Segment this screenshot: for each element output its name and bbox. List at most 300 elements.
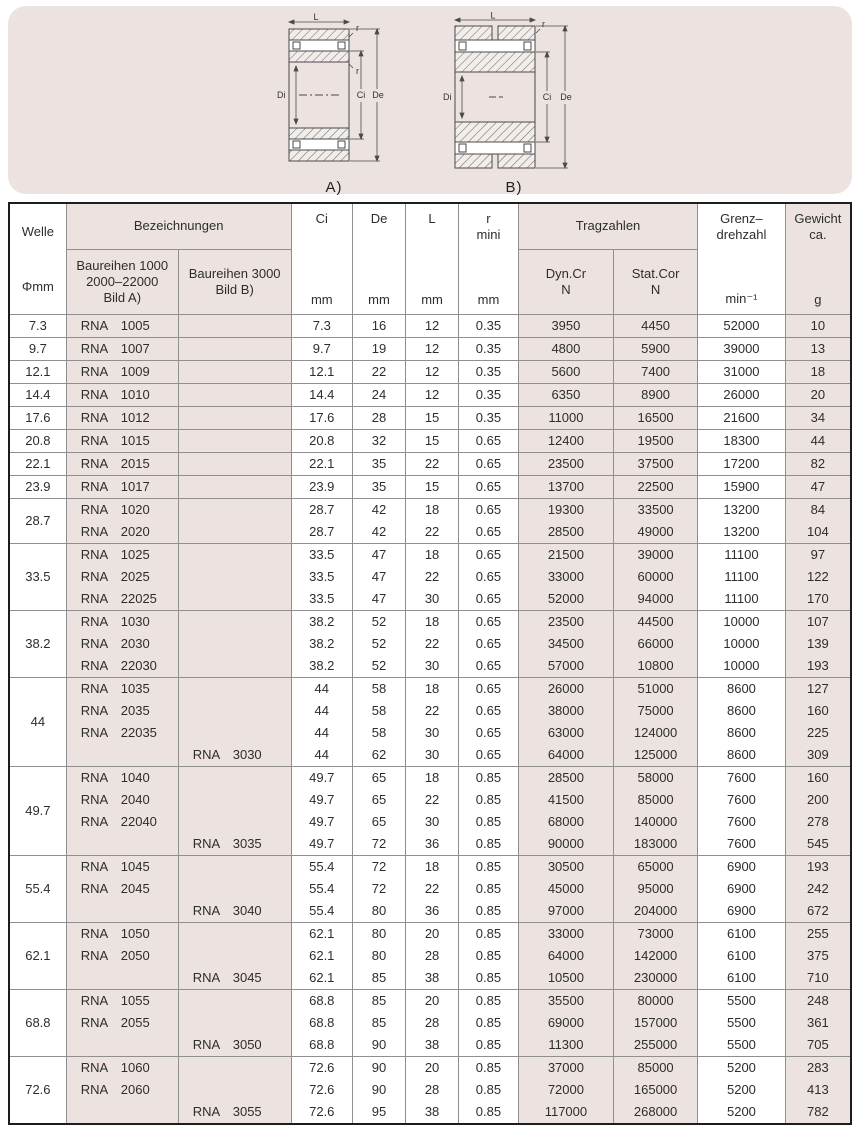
cell-welle: 28.7 xyxy=(9,499,66,544)
cell-designation-b xyxy=(178,544,291,567)
designation-series: RNA xyxy=(192,970,221,985)
table-row xyxy=(9,361,851,384)
cell-de: 16 xyxy=(353,315,406,338)
cell-l: 20 xyxy=(406,923,459,946)
designation-number: 3040 xyxy=(232,903,262,918)
designation-series: RNA xyxy=(80,636,109,651)
designation-number: 3045 xyxy=(232,970,262,985)
cell-ci: 44 xyxy=(291,722,352,744)
figure-b-caption: B) xyxy=(505,179,523,196)
figure-a-caption: A) xyxy=(325,179,343,196)
bearing-table xyxy=(8,202,852,1125)
cell-de: 95 xyxy=(353,1101,406,1124)
cell-ci: 68.8 xyxy=(291,1012,352,1034)
designation-series: RNA xyxy=(80,926,109,941)
designation-number: 1010 xyxy=(120,387,150,402)
cell-r: 0.85 xyxy=(459,1034,519,1057)
cell-dyn: 28500 xyxy=(518,521,613,544)
header-baureihe-a xyxy=(66,250,178,315)
cell-ci: 38.2 xyxy=(291,655,352,678)
cell-dyn: 30500 xyxy=(518,856,613,879)
cell-designation-b xyxy=(178,789,291,811)
cell-stat: 183000 xyxy=(613,833,697,856)
designation-series: RNA xyxy=(80,814,109,829)
cell-gz: 6100 xyxy=(698,945,786,967)
designation-series: RNA xyxy=(80,410,109,425)
cell-dyn: 45000 xyxy=(518,878,613,900)
table-row xyxy=(9,476,851,499)
cell-de: 65 xyxy=(353,767,406,790)
cell-l: 20 xyxy=(406,1057,459,1080)
cell-stat: 142000 xyxy=(613,945,697,967)
header-grenz-label-2: drehzahl xyxy=(716,227,767,243)
cell-l: 20 xyxy=(406,990,459,1013)
cell-stat: 44500 xyxy=(613,611,697,634)
header-tragzahlen-label: Tragzahlen xyxy=(575,218,641,234)
cell-designation-b xyxy=(178,566,291,588)
cell-stat: 49000 xyxy=(613,521,697,544)
cell-designation-a xyxy=(66,678,178,701)
cell-l: 22 xyxy=(406,878,459,900)
cell-l: 22 xyxy=(406,521,459,544)
cell-designation-b xyxy=(178,722,291,744)
table-row xyxy=(9,499,851,522)
cell-l: 30 xyxy=(406,722,459,744)
cell-designation-a xyxy=(66,833,178,856)
cell-designation-b xyxy=(178,453,291,476)
cell-designation-a xyxy=(66,789,178,811)
table-row xyxy=(9,700,851,722)
designation-series: RNA xyxy=(80,433,109,448)
cell-ci: 44 xyxy=(291,700,352,722)
cell-stat: 60000 xyxy=(613,566,697,588)
table-row xyxy=(9,453,851,476)
header-r-unit: mm xyxy=(477,292,500,307)
header-dyn-unit: N xyxy=(561,282,571,298)
cell-ci: 55.4 xyxy=(291,900,352,923)
cell-designation-b xyxy=(178,1079,291,1101)
cell-designation-a xyxy=(66,700,178,722)
cell-dyn: 68000 xyxy=(518,811,613,833)
header-ci-unit: mm xyxy=(310,292,333,307)
cell-designation-a xyxy=(66,1079,178,1101)
cell-gz: 11100 xyxy=(698,544,786,567)
cell-dyn: 35500 xyxy=(518,990,613,1013)
cell-gw: 248 xyxy=(785,990,851,1013)
cell-ci: 62.1 xyxy=(291,923,352,946)
cell-l: 28 xyxy=(406,1012,459,1034)
cell-gz: 6900 xyxy=(698,856,786,879)
cell-de: 85 xyxy=(353,990,406,1013)
designation-series: RNA xyxy=(80,703,109,718)
cell-gw: 193 xyxy=(785,856,851,879)
cell-gw: 104 xyxy=(785,521,851,544)
cell-gw: 283 xyxy=(785,1057,851,1080)
table-row xyxy=(9,856,851,879)
table-row xyxy=(9,521,851,544)
cell-l: 22 xyxy=(406,633,459,655)
cell-ci: 38.2 xyxy=(291,611,352,634)
dim-label-de: De xyxy=(560,92,572,102)
cell-gw: 170 xyxy=(785,588,851,611)
cell-gz: 5500 xyxy=(698,990,786,1013)
cell-welle: 7.3 xyxy=(9,315,66,338)
cell-gz: 5200 xyxy=(698,1101,786,1124)
header-de-unit: mm xyxy=(368,292,390,307)
cell-ci: 23.9 xyxy=(291,476,352,499)
cell-stat: 80000 xyxy=(613,990,697,1013)
designation-number: 1012 xyxy=(120,410,150,425)
cell-designation-a xyxy=(66,1034,178,1057)
cell-l: 12 xyxy=(406,338,459,361)
cell-ci: 22.1 xyxy=(291,453,352,476)
table-header xyxy=(9,203,851,315)
cell-gz: 6900 xyxy=(698,900,786,923)
cell-gz: 10000 xyxy=(698,633,786,655)
cell-ci: 55.4 xyxy=(291,856,352,879)
cell-gw: 44 xyxy=(785,430,851,453)
cell-de: 62 xyxy=(353,744,406,767)
cell-designation-a xyxy=(66,967,178,990)
cell-dyn: 64000 xyxy=(518,744,613,767)
cell-welle: 23.9 xyxy=(9,476,66,499)
cell-gz: 7600 xyxy=(698,811,786,833)
cell-gz: 18300 xyxy=(698,430,786,453)
cell-ci: 49.7 xyxy=(291,789,352,811)
cell-welle: 68.8 xyxy=(9,990,66,1057)
cell-designation-b xyxy=(178,633,291,655)
table-row xyxy=(9,767,851,790)
cell-ci: 33.5 xyxy=(291,544,352,567)
cell-ci: 49.7 xyxy=(291,767,352,790)
cell-gz: 10000 xyxy=(698,611,786,634)
designation-number: 1009 xyxy=(120,364,150,379)
cell-designation-a xyxy=(66,990,178,1013)
cell-l: 18 xyxy=(406,856,459,879)
dim-label-de: De xyxy=(372,90,384,100)
cell-welle: 9.7 xyxy=(9,338,66,361)
dim-label-di: Di xyxy=(277,90,286,100)
cell-l: 30 xyxy=(406,588,459,611)
cell-dyn: 69000 xyxy=(518,1012,613,1034)
cell-welle: 44 xyxy=(9,678,66,767)
cell-l: 30 xyxy=(406,655,459,678)
cell-r: 0.85 xyxy=(459,923,519,946)
cell-gz: 11100 xyxy=(698,588,786,611)
cell-designation-a xyxy=(66,476,178,499)
designation-number: 1055 xyxy=(120,993,150,1008)
header-baureihe-b xyxy=(178,250,291,315)
cell-ci: 62.1 xyxy=(291,967,352,990)
cell-r: 0.65 xyxy=(459,744,519,767)
cell-dyn: 12400 xyxy=(518,430,613,453)
header-baureihe-a-line3: Bild A) xyxy=(103,290,142,306)
header-bezeichnungen-label: Bezeichnungen xyxy=(133,218,224,234)
designation-number: 2045 xyxy=(120,881,150,896)
cell-gz: 13200 xyxy=(698,499,786,522)
cell-l: 38 xyxy=(406,967,459,990)
table-row xyxy=(9,633,851,655)
cell-ci: 72.6 xyxy=(291,1079,352,1101)
bearing-diagram-b-svg xyxy=(441,10,587,178)
cell-designation-b xyxy=(178,655,291,678)
cell-stat: 37500 xyxy=(613,453,697,476)
cell-r: 0.85 xyxy=(459,1079,519,1101)
cell-gz: 6900 xyxy=(698,878,786,900)
cell-designation-a xyxy=(66,588,178,611)
designation-series: RNA xyxy=(80,948,109,963)
cell-gw: 13 xyxy=(785,338,851,361)
designation-series: RNA xyxy=(80,502,109,517)
cell-gw: 225 xyxy=(785,722,851,744)
cell-designation-b xyxy=(178,499,291,522)
designation-number: 1020 xyxy=(120,502,150,517)
cell-gz: 52000 xyxy=(698,315,786,338)
cell-r: 0.85 xyxy=(459,878,519,900)
cell-de: 42 xyxy=(353,499,406,522)
cell-de: 80 xyxy=(353,923,406,946)
cell-gw: 278 xyxy=(785,811,851,833)
header-ci xyxy=(291,203,352,315)
designation-series: RNA xyxy=(80,456,109,471)
cell-l: 18 xyxy=(406,499,459,522)
cell-r: 0.65 xyxy=(459,453,519,476)
table-row xyxy=(9,588,851,611)
cell-gw: 672 xyxy=(785,900,851,923)
cell-de: 85 xyxy=(353,1012,406,1034)
cell-stat: 75000 xyxy=(613,700,697,722)
cell-designation-b xyxy=(178,744,291,767)
cell-dyn: 33000 xyxy=(518,566,613,588)
cell-r: 0.65 xyxy=(459,521,519,544)
table-row xyxy=(9,1034,851,1057)
designation-number: 2040 xyxy=(120,792,150,807)
dim-label-l: L xyxy=(490,10,496,21)
cell-designation-a xyxy=(66,655,178,678)
cell-designation-a xyxy=(66,811,178,833)
table-row xyxy=(9,990,851,1013)
bearing-diagram-a-svg xyxy=(273,12,395,178)
cell-gw: 82 xyxy=(785,453,851,476)
cell-dyn: 64000 xyxy=(518,945,613,967)
cell-gz: 5200 xyxy=(698,1057,786,1080)
designation-number: 3030 xyxy=(232,747,262,762)
cell-l: 36 xyxy=(406,833,459,856)
cell-gz: 8600 xyxy=(698,744,786,767)
cell-designation-b xyxy=(178,1057,291,1080)
cell-stat: 95000 xyxy=(613,878,697,900)
designation-series: RNA xyxy=(80,341,109,356)
cell-gw: 34 xyxy=(785,407,851,430)
designation-number: 2060 xyxy=(120,1082,150,1097)
cell-l: 18 xyxy=(406,544,459,567)
cell-r: 0.35 xyxy=(459,384,519,407)
cell-gz: 7600 xyxy=(698,833,786,856)
header-grenz-unit: min⁻¹ xyxy=(725,291,758,306)
cell-l: 12 xyxy=(406,315,459,338)
cell-stat: 19500 xyxy=(613,430,697,453)
cell-de: 72 xyxy=(353,878,406,900)
header-de-label: De xyxy=(370,211,388,226)
table-row xyxy=(9,722,851,744)
header-bezeichnungen xyxy=(66,203,291,250)
cell-stat: 204000 xyxy=(613,900,697,923)
dim-label-ci: Ci xyxy=(356,90,366,100)
cell-dyn: 52000 xyxy=(518,588,613,611)
cell-designation-b xyxy=(178,521,291,544)
cell-dyn: 10500 xyxy=(518,967,613,990)
cell-de: 90 xyxy=(353,1057,406,1080)
cell-designation-a xyxy=(66,611,178,634)
header-l-unit: mm xyxy=(421,292,443,307)
cell-gw: 200 xyxy=(785,789,851,811)
dim-label-r-top: r xyxy=(542,19,545,29)
cell-designation-a xyxy=(66,338,178,361)
designation-number: 22040 xyxy=(120,814,157,829)
cell-ci: 14.4 xyxy=(291,384,352,407)
designation-number: 1015 xyxy=(120,433,150,448)
cell-designation-b xyxy=(178,678,291,701)
cell-ci: 49.7 xyxy=(291,833,352,856)
cell-r: 0.65 xyxy=(459,544,519,567)
dim-label-r-top: r xyxy=(356,23,359,33)
cell-de: 47 xyxy=(353,566,406,588)
cell-gw: 375 xyxy=(785,945,851,967)
table-row xyxy=(9,1012,851,1034)
cell-gw: 710 xyxy=(785,967,851,990)
cell-ci: 72.6 xyxy=(291,1101,352,1124)
cell-de: 85 xyxy=(353,967,406,990)
header-de xyxy=(353,203,406,315)
dim-label-l: L xyxy=(313,12,319,22)
cell-welle: 38.2 xyxy=(9,611,66,678)
header-gewicht-unit: g xyxy=(814,292,822,307)
designation-number: 1035 xyxy=(120,681,150,696)
designation-series: RNA xyxy=(192,1037,221,1052)
header-dyn-cr xyxy=(518,250,613,315)
cell-stat: 39000 xyxy=(613,544,697,567)
cell-ci: 17.6 xyxy=(291,407,352,430)
cell-r: 0.85 xyxy=(459,967,519,990)
cell-gz: 11100 xyxy=(698,566,786,588)
cell-gw: 47 xyxy=(785,476,851,499)
header-l-label: L xyxy=(428,211,436,226)
designation-series: RNA xyxy=(80,770,109,785)
cell-gw: 193 xyxy=(785,655,851,678)
cell-r: 0.65 xyxy=(459,722,519,744)
cell-designation-b xyxy=(178,878,291,900)
cell-dyn: 3950 xyxy=(518,315,613,338)
cell-designation-b xyxy=(178,1012,291,1034)
cell-gw: 97 xyxy=(785,544,851,567)
designation-series: RNA xyxy=(80,614,109,629)
cell-r: 0.35 xyxy=(459,407,519,430)
designation-number: 2035 xyxy=(120,703,150,718)
header-welle xyxy=(9,203,66,315)
cell-stat: 65000 xyxy=(613,856,697,879)
cell-ci: 68.8 xyxy=(291,1034,352,1057)
cell-gw: 361 xyxy=(785,1012,851,1034)
designation-series: RNA xyxy=(80,859,109,874)
drawing-panel xyxy=(8,6,852,194)
cell-de: 72 xyxy=(353,833,406,856)
cell-l: 22 xyxy=(406,700,459,722)
table-row xyxy=(9,1101,851,1124)
cell-gw: 18 xyxy=(785,361,851,384)
cell-designation-a xyxy=(66,566,178,588)
cell-gw: 255 xyxy=(785,923,851,946)
cell-welle: 33.5 xyxy=(9,544,66,611)
header-baureihe-a-line2: 2000–22000 xyxy=(86,273,159,289)
designation-series: RNA xyxy=(80,1015,109,1030)
cell-designation-a xyxy=(66,1012,178,1034)
cell-r: 0.65 xyxy=(459,678,519,701)
cell-stat: 22500 xyxy=(613,476,697,499)
cell-stat: 165000 xyxy=(613,1079,697,1101)
cell-gw: 139 xyxy=(785,633,851,655)
cell-designation-b xyxy=(178,1101,291,1124)
cell-gz: 7600 xyxy=(698,767,786,790)
cell-r: 0.65 xyxy=(459,499,519,522)
cell-gz: 17200 xyxy=(698,453,786,476)
cell-gz: 8600 xyxy=(698,722,786,744)
table-row xyxy=(9,655,851,678)
cell-gw: 127 xyxy=(785,678,851,701)
cell-de: 35 xyxy=(353,453,406,476)
designation-series: RNA xyxy=(80,479,109,494)
designation-series: RNA xyxy=(80,1060,109,1075)
cell-r: 0.65 xyxy=(459,655,519,678)
cell-ci: 38.2 xyxy=(291,633,352,655)
cell-r: 0.65 xyxy=(459,476,519,499)
cell-gw: 242 xyxy=(785,878,851,900)
cell-dyn: 34500 xyxy=(518,633,613,655)
designation-number: 3055 xyxy=(232,1104,262,1119)
designation-number: 2050 xyxy=(120,948,150,963)
cell-de: 80 xyxy=(353,900,406,923)
designation-series: RNA xyxy=(80,792,109,807)
header-baureihe-b-line2: Bild B) xyxy=(215,282,254,298)
cell-dyn: 33000 xyxy=(518,923,613,946)
designation-number: 3050 xyxy=(232,1037,262,1052)
bearing-section-b xyxy=(455,26,535,168)
cell-stat: 10800 xyxy=(613,655,697,678)
cell-designation-a xyxy=(66,315,178,338)
cell-ci: 44 xyxy=(291,678,352,701)
cell-stat: 51000 xyxy=(613,678,697,701)
cell-gw: 10 xyxy=(785,315,851,338)
cell-gz: 26000 xyxy=(698,384,786,407)
cell-de: 58 xyxy=(353,700,406,722)
cell-designation-a xyxy=(66,744,178,767)
cell-welle: 12.1 xyxy=(9,361,66,384)
table-row xyxy=(9,1079,851,1101)
table-row xyxy=(9,945,851,967)
cell-gz: 5200 xyxy=(698,1079,786,1101)
cell-designation-a xyxy=(66,361,178,384)
cell-de: 19 xyxy=(353,338,406,361)
designation-series: RNA xyxy=(80,993,109,1008)
cell-r: 0.85 xyxy=(459,990,519,1013)
cell-ci: 7.3 xyxy=(291,315,352,338)
cell-designation-b xyxy=(178,338,291,361)
table-row xyxy=(9,744,851,767)
table-row xyxy=(9,923,851,946)
cell-dyn: 72000 xyxy=(518,1079,613,1101)
cell-l: 28 xyxy=(406,1079,459,1101)
cell-l: 18 xyxy=(406,678,459,701)
cell-designation-b xyxy=(178,407,291,430)
